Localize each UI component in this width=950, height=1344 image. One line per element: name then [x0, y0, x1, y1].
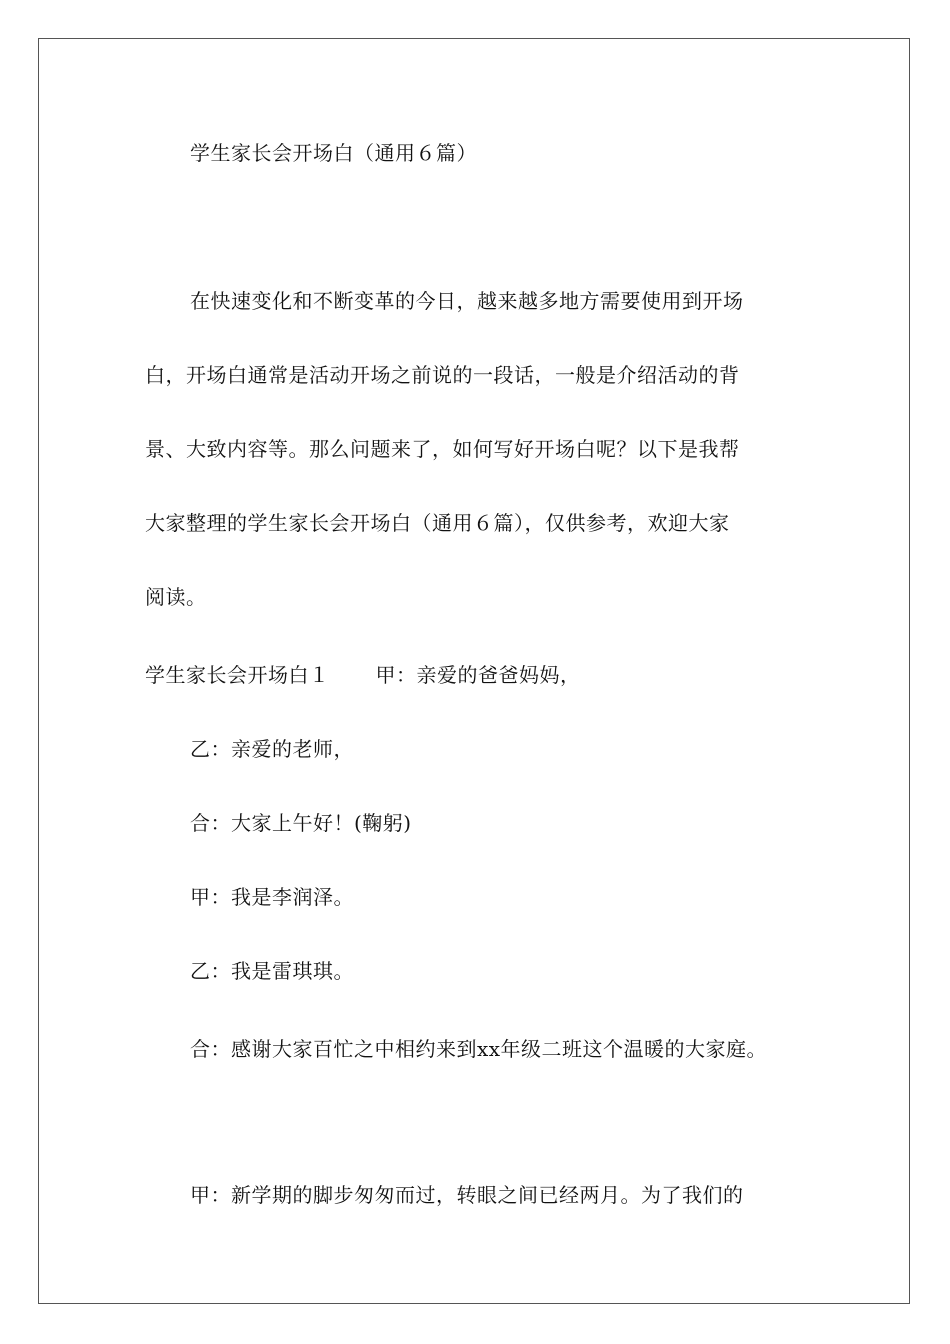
- dialogue-line: 乙：我是雷琪琪。: [190, 959, 354, 983]
- dialogue-line: 甲：新学期的脚步匆匆而过，转眼之间已经两月。为了我们的: [190, 1183, 744, 1207]
- section-heading: 学生家长会开场白１: [145, 663, 330, 687]
- section-heading-row: [145, 661, 581, 689]
- dialogue-line: 合：大家上午好！(鞠躬): [190, 811, 412, 835]
- document-title: 学生家长会开场白（通用６篇）: [190, 141, 477, 165]
- dialogue-line-first: 甲：亲爱的爸爸妈妈，: [375, 663, 581, 687]
- intro-line-5: 阅读。: [145, 585, 207, 609]
- dialogue-line: 乙：亲爱的老师，: [190, 737, 354, 761]
- intro-line-2: 白，开场白通常是活动开场之前说的一段话，一般是介绍活动的背: [145, 363, 740, 387]
- intro-line-1: 在快速变化和不断变革的今日，越来越多地方需要使用到开场: [190, 289, 744, 313]
- dialogue-line: 甲：我是李润泽。: [190, 885, 354, 909]
- intro-line-4: 大家整理的学生家长会开场白（通用６篇），仅供参考，欢迎大家: [145, 511, 730, 535]
- dialogue-line: 合：感谢大家百忙之中相约来到xx年级二班这个温暖的大家庭。: [190, 1037, 768, 1061]
- intro-line-3: 景、大致内容等。那么问题来了，如何写好开场白呢？以下是我帮: [145, 437, 740, 461]
